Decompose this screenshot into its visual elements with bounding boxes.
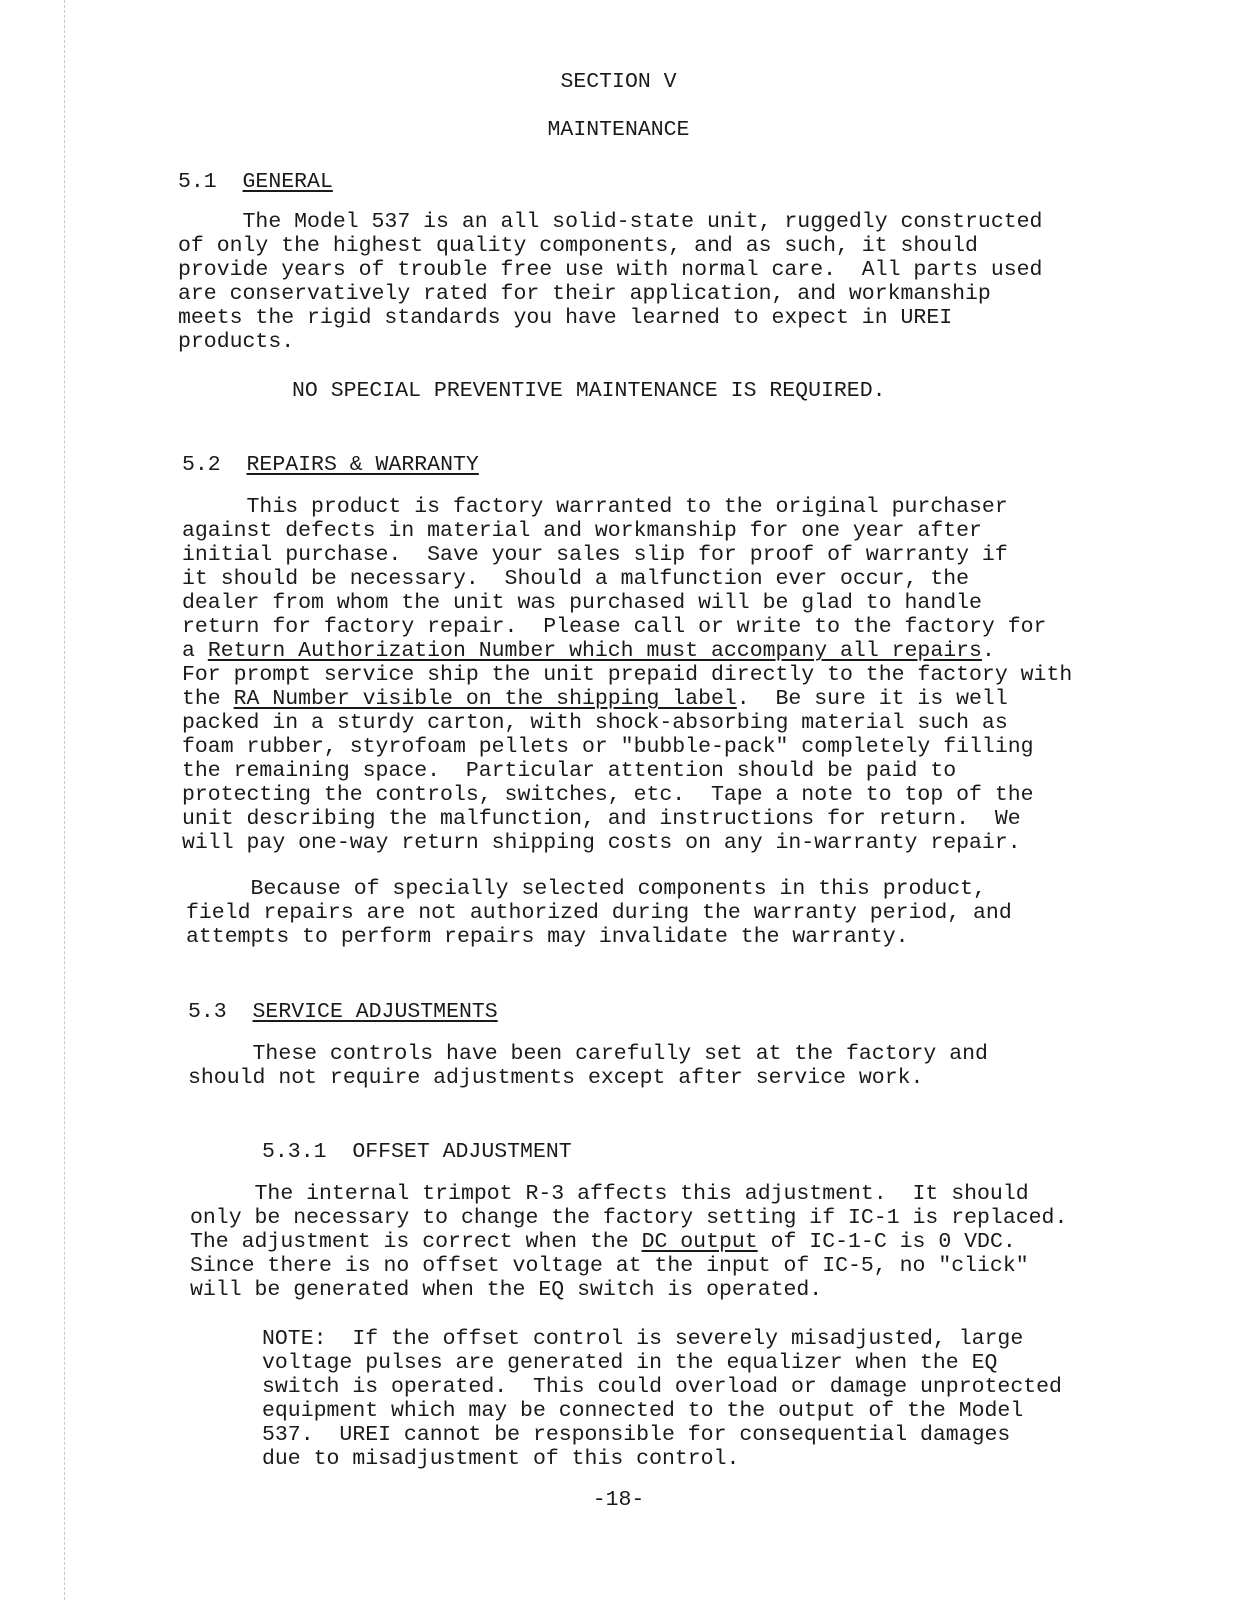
text-line: the remaining space. Particular attention should be paid to: [182, 759, 957, 783]
text-line: This product is factory warranted to the original purchaser: [182, 495, 1008, 519]
text-line: attempts to perform repairs may invalidate the warranty.: [186, 925, 909, 949]
section-title: SERVICE ADJUSTMENTS: [252, 1000, 498, 1024]
page-number: -18-: [592, 1488, 645, 1512]
text-line: only be necessary to change the factory setting if IC-1 is replaced.: [190, 1206, 1068, 1230]
text-line: equipment which may be connected to the output of the Model: [262, 1399, 1024, 1423]
text-line: will pay one-way return shipping costs on any in-warranty repair.: [182, 831, 1021, 855]
text-line: Because of specially selected components in this product,: [186, 877, 986, 901]
text-line: switch is operated. This could overload or damage unprotected: [262, 1375, 1062, 1399]
offset-paragraph: [190, 1182, 1067, 1302]
text-run: The adjustment is correct when the: [190, 1230, 642, 1254]
text-line: unit describing the malfunction, and instructions for return. We: [182, 807, 1021, 831]
offset-note: [262, 1327, 1062, 1471]
section-title: GENERAL: [242, 170, 333, 194]
section-title: REPAIRS & WARRANTY: [246, 453, 479, 477]
text-line: meets the rigid standards you have learned to expect in UREI: [178, 306, 953, 330]
section-number: 5.3: [188, 1000, 227, 1024]
binding-edge-marks: [64, 0, 65, 1600]
maintenance-notice: NO SPECIAL PREVENTIVE MAINTENANCE IS REQUIRED.: [292, 379, 886, 403]
section-heading-repairs: [182, 453, 479, 477]
text-line: due to misadjustment of this control.: [262, 1447, 740, 1471]
text-line: [182, 639, 1072, 663]
text-line: These controls have been carefully set at the factory and: [188, 1042, 988, 1066]
underlined-ra-requirement: Return Authorization Number which must accompany all repairs: [207, 639, 982, 663]
section-heading-general: [178, 170, 333, 194]
text-line: should not require adjustments except after service work.: [188, 1066, 924, 1090]
text-line: packed in a sturdy carton, with shock-absorbing material such as: [182, 711, 1008, 735]
warranty-paragraph: [182, 495, 1072, 855]
text-line: against defects in material and workmanship for one year after: [182, 519, 982, 543]
text-line: return for factory repair. Please call or write to the factory for: [182, 615, 1047, 639]
text-line: [182, 687, 1072, 711]
text-line: NOTE: If the offset control is severely misadjusted, large: [262, 1327, 1024, 1351]
field-repairs-paragraph: [186, 877, 1012, 949]
section-heading-service: [188, 1000, 498, 1024]
text-line: [190, 1230, 1067, 1254]
text-line: it should be necessary. Should a malfunction ever occur, the: [182, 567, 970, 591]
text-run: .: [981, 639, 995, 663]
service-paragraph: [188, 1042, 988, 1090]
text-line: provide years of trouble free use with normal care. All parts used: [178, 258, 1043, 282]
text-line: The internal trimpot R-3 affects this adjustment. It should: [190, 1182, 1029, 1206]
subsection-heading-offset: 5.3.1 OFFSET ADJUSTMENT: [262, 1140, 572, 1164]
section-number: 5.2: [182, 453, 221, 477]
text-line: dealer from whom the unit was purchased will be glad to handle: [182, 591, 982, 615]
text-line: of only the highest quality components, and as such, it should: [178, 234, 978, 258]
text-run: of IC-1-C is 0 VDC.: [757, 1230, 1016, 1254]
text-line: For prompt service ship the unit prepaid directly to the factory with: [182, 663, 1073, 687]
text-line: initial purchase. Save your sales slip for proof of warranty if: [182, 543, 1008, 567]
text-line: foam rubber, styrofoam pellets or "bubble-pack" completely filling: [182, 735, 1034, 759]
underlined-ra-label: RA Number visible on the shipping label: [233, 687, 737, 711]
text-line: Since there is no offset voltage at the input of IC-5, no "click": [190, 1254, 1029, 1278]
general-paragraph: [178, 210, 1042, 354]
page-title: MAINTENANCE: [547, 118, 690, 142]
text-line: 537. UREI cannot be responsible for consequential damages: [262, 1423, 1011, 1447]
section-number: 5.1: [178, 170, 217, 194]
text-line: are conservatively rated for their application, and workmanship: [178, 282, 991, 306]
text-line: voltage pulses are generated in the equalizer when the EQ: [262, 1351, 998, 1375]
text-line: products.: [178, 330, 295, 354]
text-line: protecting the controls, switches, etc. Tape a note to top of the: [182, 783, 1034, 807]
text-line: The Model 537 is an all solid-state unit, ruggedly constructed: [178, 210, 1043, 234]
text-run: a: [182, 639, 208, 663]
underlined-dc-output: DC output: [641, 1230, 758, 1254]
text-run: . Be sure it is well: [736, 687, 1008, 711]
text-line: field repairs are not authorized during the warranty period, and: [186, 901, 1012, 925]
text-line: will be generated when the EQ switch is operated.: [190, 1278, 823, 1302]
section-label: SECTION V: [560, 70, 677, 94]
text-run: the: [182, 687, 234, 711]
